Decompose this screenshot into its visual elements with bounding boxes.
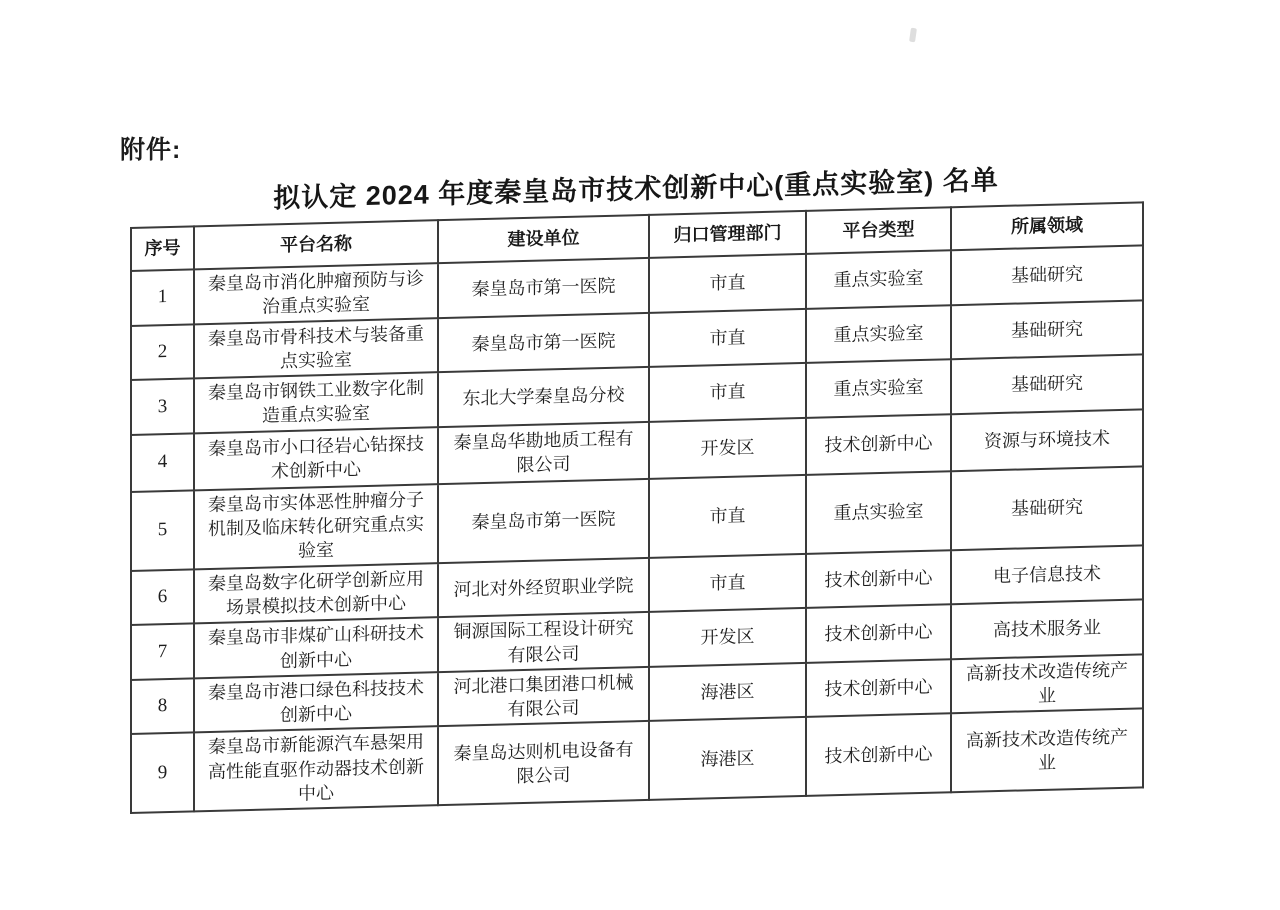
column-header: 平台名称 (194, 220, 438, 269)
platform-name-cell: 秦皇岛市骨科技术与装备重点实验室 (194, 318, 438, 379)
column-header: 归口管理部门 (649, 211, 806, 258)
platform-name-cell: 秦皇岛市小口径岩心钻探技术创新中心 (194, 427, 438, 490)
platform-type-cell: 重点实验室 (806, 250, 951, 308)
platforms-table (130, 201, 1144, 814)
row-number-cell: 6 (131, 569, 194, 625)
row-number-cell: 3 (131, 379, 194, 435)
field-cell: 高新技术改造传统产业 (951, 654, 1143, 713)
row-number-cell: 2 (131, 324, 194, 380)
construction-unit-cell: 秦皇岛市第一医院 (438, 258, 649, 318)
management-department-cell: 市直 (649, 363, 806, 422)
column-header: 建设单位 (438, 215, 649, 263)
column-header: 平台类型 (806, 207, 951, 254)
construction-unit-cell: 秦皇岛市第一医院 (438, 312, 649, 372)
management-department-cell: 市直 (649, 254, 806, 313)
platform-type-cell: 技术创新中心 (806, 604, 951, 662)
row-number-cell: 4 (131, 433, 194, 492)
field-cell: 基础研究 (951, 245, 1143, 304)
row-number-cell: 1 (131, 269, 194, 325)
platform-type-cell: 重点实验室 (806, 359, 951, 417)
platform-type-cell: 技术创新中心 (806, 714, 951, 797)
construction-unit-cell: 铜源国际工程设计研究有限公司 (438, 612, 649, 672)
row-number-cell: 8 (131, 678, 194, 734)
scan-artifact (909, 28, 917, 43)
platform-name-cell: 秦皇岛市消化肿瘤预防与诊治重点实验室 (194, 263, 438, 324)
platform-name-cell: 秦皇岛市港口绿色科技技术创新中心 (194, 672, 438, 733)
management-department-cell: 市直 (649, 554, 806, 613)
platform-type-cell: 重点实验室 (806, 471, 951, 554)
column-header: 序号 (131, 226, 194, 271)
management-department-cell: 市直 (649, 475, 806, 558)
table-body (131, 245, 1143, 813)
management-department-cell: 开发区 (649, 608, 806, 667)
field-cell: 基础研究 (951, 300, 1143, 359)
construction-unit-cell: 秦皇岛达则机电设备有限公司 (438, 721, 649, 805)
field-cell: 资源与环境技术 (951, 409, 1143, 471)
attachment-label: 附件: (120, 136, 182, 164)
platform-name-cell: 秦皇岛数字化研学创新应用场景模拟技术创新中心 (194, 563, 438, 624)
platform-name-cell: 秦皇岛市新能源汽车悬架用高性能直驱作动器技术创新中心 (194, 727, 438, 812)
field-cell: 高新技术改造传统产业 (951, 709, 1143, 793)
construction-unit-cell: 河北港口集团港口机械有限公司 (438, 667, 649, 727)
field-cell: 电子信息技术 (951, 545, 1143, 604)
management-department-cell: 海港区 (649, 717, 806, 800)
construction-unit-cell: 秦皇岛华勘地质工程有限公司 (438, 422, 649, 484)
construction-unit-cell: 东北大学秦皇岛分校 (438, 367, 649, 427)
column-header: 所属领域 (951, 202, 1143, 250)
row-number-cell: 9 (131, 733, 194, 813)
platform-type-cell: 技术创新中心 (806, 659, 951, 717)
management-department-cell: 开发区 (649, 418, 806, 479)
management-department-cell: 市直 (649, 308, 806, 367)
field-cell: 基础研究 (951, 355, 1143, 414)
construction-unit-cell: 秦皇岛市第一医院 (438, 479, 649, 563)
field-cell: 基础研究 (951, 466, 1143, 550)
management-department-cell: 海港区 (649, 663, 806, 722)
platform-type-cell: 重点实验室 (806, 305, 951, 363)
row-number-cell: 7 (131, 624, 194, 680)
platform-name-cell: 秦皇岛市非煤矿山科研技术创新中心 (194, 617, 438, 678)
row-number-cell: 5 (131, 490, 194, 570)
page-title: 拟认定 2024 年度秦皇岛市技术创新中心(重点实验室) 名单 (273, 165, 999, 214)
platform-type-cell: 技术创新中心 (806, 550, 951, 608)
platform-name-cell: 秦皇岛市实体恶性肿瘤分子机制及临床转化研究重点实验室 (194, 484, 438, 569)
document-content (130, 154, 1142, 814)
field-cell: 高技术服务业 (951, 600, 1143, 659)
platform-name-cell: 秦皇岛市钢铁工业数字化制造重点实验室 (194, 372, 438, 433)
platform-type-cell: 技术创新中心 (806, 414, 951, 475)
construction-unit-cell: 河北对外经贸职业学院 (438, 558, 649, 618)
